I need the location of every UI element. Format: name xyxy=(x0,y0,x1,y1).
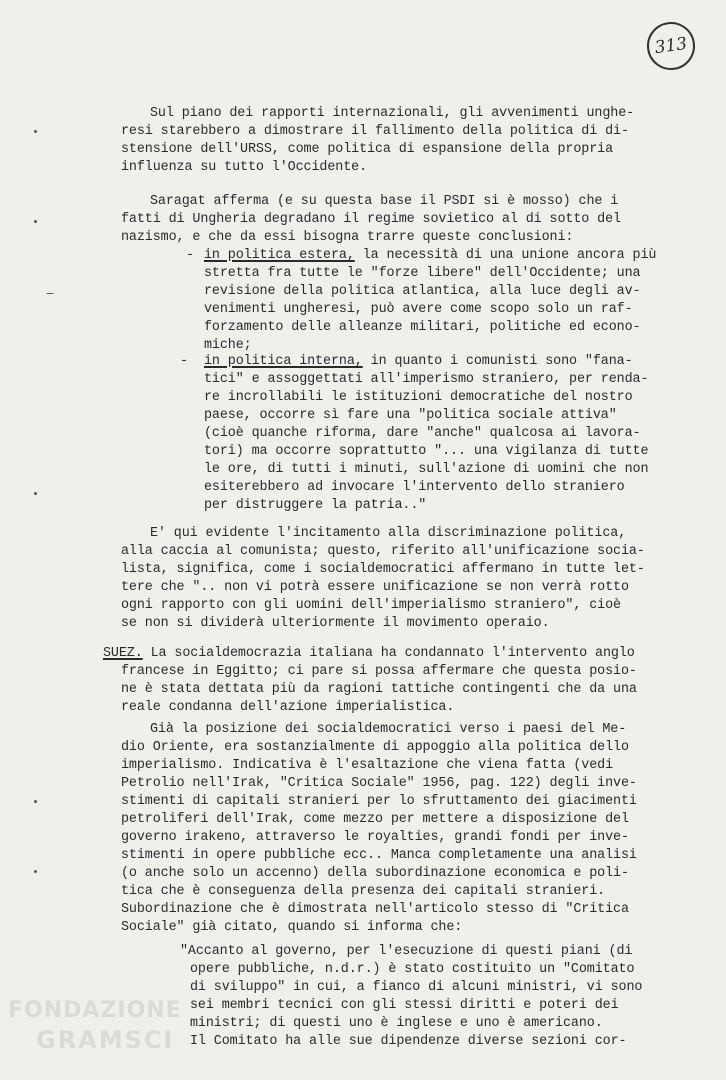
text-line: Il Comitato ha alle sue dipendenze diverse sezioni cor- xyxy=(190,1034,627,1049)
text-line: dio Oriente, era sostanzialmente di appoggio alla politica dello xyxy=(121,740,629,755)
text-line: francese in Eggitto; ci pare si possa affermare che questa posio- xyxy=(121,664,637,679)
text-line: stimenti in opere pubbliche ecc.. Manca completamente una analisi xyxy=(121,848,637,863)
text-line: esiterebbero ad invocare l'intervento dello straniero xyxy=(204,480,625,495)
text-line: paese, occorre sì fare una "politica sociale attiva" xyxy=(204,408,617,423)
watermark-logo: FONDAZIONE GRAMSCI xyxy=(8,998,182,1054)
margin-mark xyxy=(46,293,54,294)
text-line: reale condanna dell'azione imperialistica. xyxy=(121,700,455,715)
text-line: tori) ma occorre soprattutto "... una vigilanza di tutte xyxy=(204,444,649,459)
text-line: nazismo, e che da essi bisogna trarre queste conclusioni: xyxy=(121,230,574,245)
text-line: (o anche solo un accenno) della subordinazione economica e poli- xyxy=(121,866,629,881)
text-line: petroliferi dell'Irak, come mezzo per mettere a disposizione del xyxy=(121,812,629,827)
text-line: tere che ".. non vi potrà essere unificazione se non verrà rotto xyxy=(121,580,629,595)
text-line: influenza su tutto l'Occidente. xyxy=(121,160,368,175)
text-line: revisione della politica atlantica, alla luce degli av- xyxy=(204,284,641,299)
margin-dot xyxy=(34,870,37,873)
text-line: (cioè quanche riforma, dare "anche" qualcosa ai lavora- xyxy=(204,426,641,441)
text-line: ministri; di questi uno è inglese e uno è americano. xyxy=(190,1016,603,1031)
text-line: miche; xyxy=(204,338,252,353)
text-line: per distruggere la patria.." xyxy=(204,498,427,513)
text-line: Sul piano dei rapporti internazionali, gli avvenimenti unghe- xyxy=(150,106,635,121)
text-line: resi starebbero a dimostrare il fallimento della politica di di- xyxy=(121,124,629,139)
text-line: fatti di Ungheria degradano il regime sovietico al di sotto del xyxy=(121,212,621,227)
text-line: stimenti di capitali stranieri per lo sfruttamento dei giacimenti xyxy=(121,794,637,809)
text-line: governo irakeno, attraverso le royalties, grandi fondi per inve- xyxy=(121,830,629,845)
text-line: re incrollabili le istituzioni democratiche del nostro xyxy=(204,390,633,405)
text-line: se non si dividerà ulteriormente il movimento operaio. xyxy=(121,616,550,631)
text-line: "Accanto al governo, per l'esecuzione di questi piani (di xyxy=(180,944,633,959)
margin-dot xyxy=(34,130,37,133)
text-line: le ore, di tutti i minuti, sull'azione di uomini che non xyxy=(204,462,649,477)
text-line: Petrolio nell'Irak, "Critica Sociale" 1956, pag. 122) degli inve- xyxy=(121,776,637,791)
text-line: Già la posizione dei socialdemocratici verso i paesi del Me- xyxy=(150,722,627,737)
margin-dot xyxy=(34,800,37,803)
text-line: di sviluppo" in cui, a fianco di alcuni ministri, vi sono xyxy=(190,980,643,995)
text-line: Saragat afferma (e su questa base il PSDI si è mosso) che i xyxy=(150,194,619,209)
text-line: sei membri tecnici con gli stessi diritti e poteri dei xyxy=(190,998,619,1013)
text-line: ne è stata dettata più da ragioni tattiche contingenti che da una xyxy=(121,682,637,697)
text-line: forzamento delle alleanze militari, politiche ed econo- xyxy=(204,320,641,335)
text-line: stretta fra tutte le "forze libere" dell'Occidente; una xyxy=(204,266,641,281)
text-line: tica che è conseguenza della presenza dei capitali stranieri. xyxy=(121,884,606,899)
text-line: lista, significa, come i socialdemocratici affermano in tutte let- xyxy=(121,562,645,577)
page-number-stamp: 313 xyxy=(644,19,698,73)
text-line: venimenti ungheresi, può avere come scopo solo un raf- xyxy=(204,302,633,317)
text-line: Subordinazione che è dimostrata nell'articolo stesso di "Critica xyxy=(121,902,629,917)
text-line: tici" e assoggettati all'imperismo straniero, per renda- xyxy=(204,372,649,387)
text-line: in politica interna, in quanto i comunisti sono "fana- xyxy=(204,354,633,369)
bullet-dash: - xyxy=(186,248,194,263)
text-line: in politica estera, la necessità di una unione ancora più xyxy=(204,248,657,263)
underlined-heading: in politica estera, xyxy=(204,248,355,263)
text-line: SUEZ. La socialdemocrazia italiana ha condannato l'intervento anglo xyxy=(103,646,635,661)
text-line: alla caccia al comunista; questo, riferito all'unificazione socia- xyxy=(121,544,645,559)
bullet-dash: - xyxy=(180,354,188,369)
text-line: imperialismo. Indicativa è l'esaltazione che viena fatta (vedi xyxy=(121,758,614,773)
section-heading-suez: SUEZ. xyxy=(103,646,143,661)
text-line: E' qui evidente l'incitamento alla discriminazione politica, xyxy=(150,526,627,541)
margin-dot xyxy=(34,492,37,495)
underlined-heading: in politica interna, xyxy=(204,354,363,369)
text-line: stensione dell'URSS, come politica di espansione della propria xyxy=(121,142,614,157)
margin-dot xyxy=(34,220,37,223)
text-line: Sociale" già citato, quando si informa che: xyxy=(121,920,463,935)
text-line: ogni rapporto con gli uomini dell'imperialismo straniero", cioè xyxy=(121,598,621,613)
text-line: opere pubbliche, n.d.r.) è stato costituito un "Comitato xyxy=(190,962,635,977)
